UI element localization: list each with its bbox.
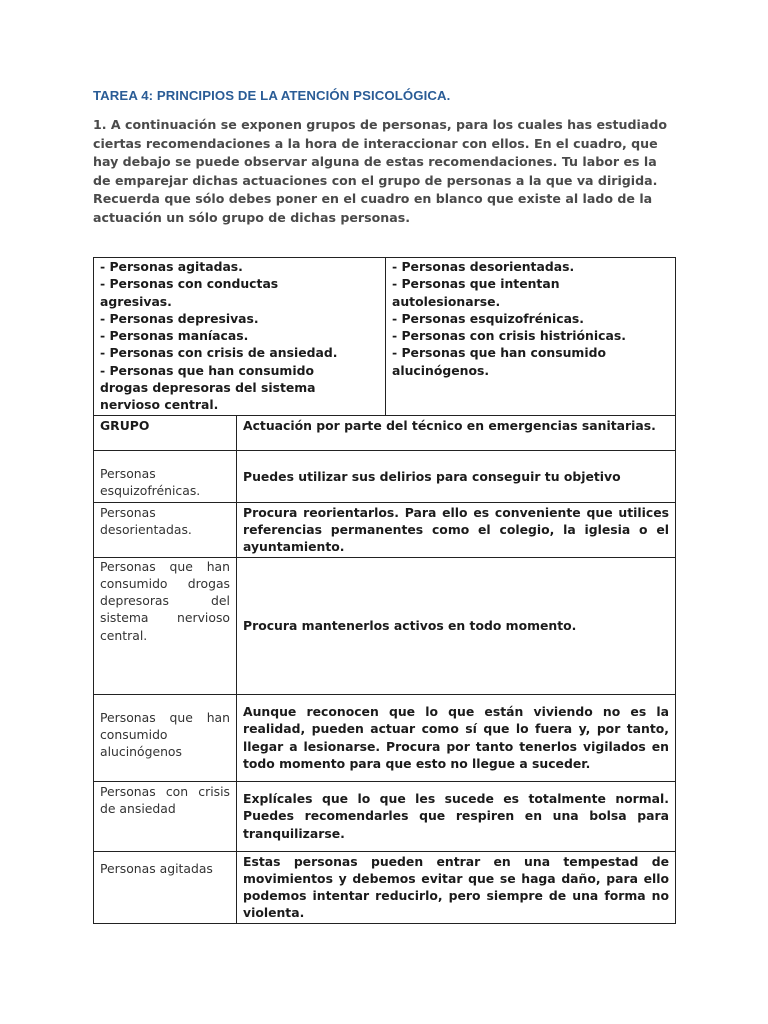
group-answer-cell[interactable]: Personas esquizofrénicas. bbox=[94, 450, 237, 502]
table-row bbox=[94, 781, 676, 851]
list-item: - Personas que intentan autolesionarse. bbox=[392, 276, 560, 309]
activity-table bbox=[93, 257, 676, 924]
page-title: TAREA 4: PRINCIPIOS DE LA ATENCIÓN PSICOLÓGICA. bbox=[93, 88, 451, 103]
action-cell: Puedes utilizar sus delirios para conseguir tu objetivo bbox=[237, 450, 676, 502]
group-answer-cell[interactable]: Personas que han consumido drogas depresoras del sistema nervioso central. bbox=[94, 557, 237, 694]
list-item: - Personas desorientadas. bbox=[392, 259, 575, 274]
table-row bbox=[94, 557, 676, 694]
group-column-header: GRUPO bbox=[94, 415, 237, 450]
table-row bbox=[94, 694, 676, 781]
list-item: - Personas depresivas. bbox=[100, 310, 259, 326]
list-item: - Personas que han consumido alucinógenos. bbox=[392, 345, 606, 378]
list-item: - Personas con conductas agresivas. bbox=[100, 276, 279, 309]
action-cell: Procura reorientarlos. Para ello es conveniente que utilices referencias permanentes como el colegio, la iglesia o el ayuntamiento. bbox=[237, 502, 676, 557]
table-row bbox=[94, 851, 676, 923]
action-cell: Explícales que lo que les sucede es totalmente normal. Puedes recomendarles que respiren en una bolsa para tranquilizarse. bbox=[237, 781, 676, 851]
table-row bbox=[94, 450, 676, 502]
groups-list-right bbox=[386, 258, 676, 416]
action-cell: Aunque reconocen que lo que están viviendo no es la realidad, pueden actuar como sí que lo fuera y, por tanto, llegar a lesionarse. Procura por tanto tenerlos vigilados en todo momento para que esto no llegue a suceder. bbox=[237, 694, 676, 781]
instructions-paragraph: 1. A continuación se exponen grupos de personas, para los cuales has estudiado ciertas recomendaciones a la hora de interaccionar con ellos. En el cuadro, que hay debajo se puede observar alguna de estas recomendaciones. Tu labor es la de emparejar dichas actuaciones con el grupo de personas a la que va dirigida. Recuerda que sólo debes poner en el cuadro en blanco que existe al lado de la actuación un sólo grupo de dichas personas. bbox=[93, 117, 668, 225]
groups-list-row bbox=[94, 258, 676, 416]
list-item: - Personas con crisis histriónicas. bbox=[392, 328, 626, 344]
list-item: - Personas que han consumido drogas depresoras del sistema nervioso central. bbox=[100, 362, 316, 413]
list-item: - Personas maníacas. bbox=[100, 328, 249, 344]
groups-list-left bbox=[94, 258, 386, 416]
group-answer-cell[interactable]: Personas desorientadas. bbox=[94, 502, 237, 557]
action-cell: Estas personas pueden entrar en una tempestad de movimientos y debemos evitar que se haga daño, para ello podemos intentar reducirlo, pero siempre de una forma no violenta. bbox=[237, 851, 676, 923]
group-answer-cell[interactable]: Personas agitadas bbox=[94, 851, 237, 923]
list-item: - Personas esquizofrénicas. bbox=[392, 310, 585, 326]
list-item: - Personas agitadas. bbox=[100, 259, 243, 274]
action-column-header: Actuación por parte del técnico en emergencias sanitarias. bbox=[237, 415, 676, 450]
action-cell: Procura mantenerlos activos en todo momento. bbox=[237, 557, 676, 694]
list-item: - Personas con crisis de ansiedad. bbox=[100, 345, 338, 361]
table-row bbox=[94, 502, 676, 557]
group-answer-cell[interactable]: Personas con crisis de ansiedad bbox=[94, 781, 237, 851]
table-header-row bbox=[94, 415, 676, 450]
group-answer-cell[interactable]: Personas que han consumido alucinógenos bbox=[94, 694, 237, 781]
